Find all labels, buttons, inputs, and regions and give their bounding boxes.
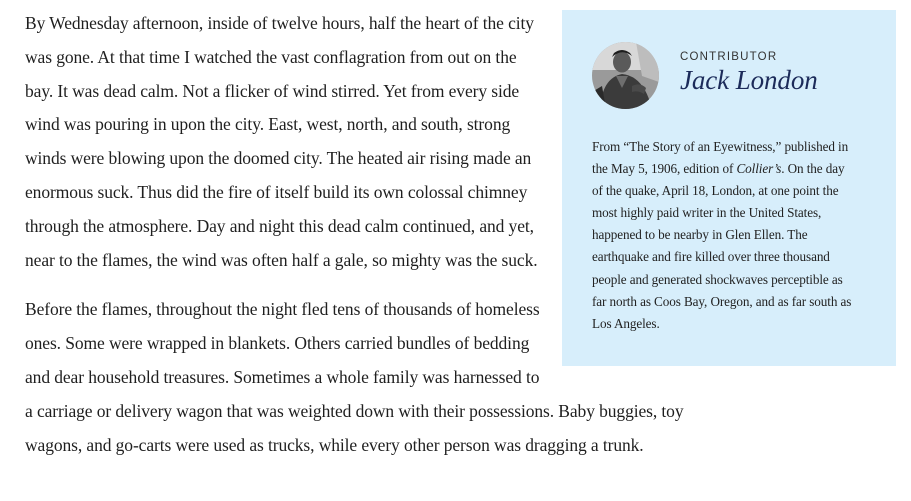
publication-title: Collier’s [736, 161, 782, 177]
contributor-name: Jack London [680, 64, 818, 95]
article-body [25, 7, 852, 478]
author-portrait-icon [592, 42, 659, 109]
description-text-start: From “The Story of an Eyewitness,” published in the May 5, 1906, edition of [592, 139, 849, 177]
article-paragraph: By Wednesday afternoon, inside of twelve hours, half the heart of the city was gone. At that time I watched the vast conflagration from out on the bay. It was dead calm. Not a flicker of wind stirred. Yet from every side wind was pouring in upon the city. East, west, north, and south, strong winds were blowing upon the doomed city. The heated air rising made an enormous suck. Thus did the fire of itself build its own colossal chimney through the atmosphere. Day and night this dead calm continued, and yet, near to the flames, the wind was often half a gale, so mighty was the suck. [25, 13, 538, 270]
article-paragraph: Before the flames, throughout the night fled tens of thousands of homeless ones. Some were wrapped in blankets. Others carried bundles of bedding and dear household treasures. Sometimes a whole family was harnessed to a carriage or delivery wagon that was weighted down with their possessions. Baby buggies, toy wagons, and go-carts were used as trucks, while every other person was dragging a trunk. [25, 299, 684, 455]
contributor-header [592, 42, 858, 109]
contributor-sidebar [562, 10, 896, 366]
contributor-description [592, 136, 858, 335]
contributor-text [680, 51, 818, 95]
contributor-label: CONTRIBUTOR [680, 50, 778, 63]
description-text-end: . On the day of the quake, April 18, London, at one point the most highly paid writer in the United States, happened to be nearby in Glen Ellen. The earthquake and fire killed over three thousand people and generated shockwaves perceptible as far north as Coos Bay, Oregon, and as far south as Los Angeles. [592, 161, 852, 331]
